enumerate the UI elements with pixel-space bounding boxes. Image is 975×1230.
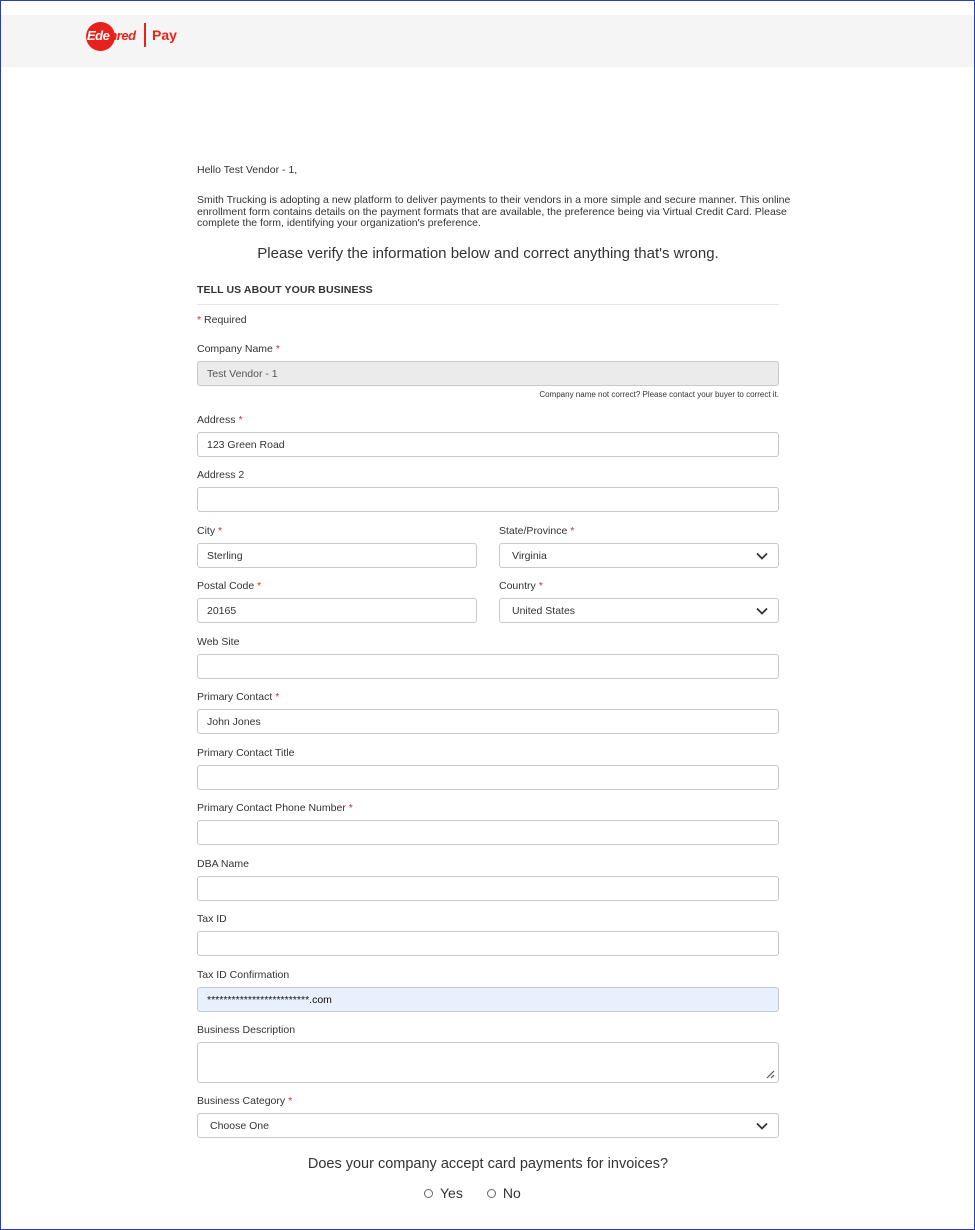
address2-label: Address 2 [197,469,245,481]
greeting-text: Hello Test Vendor - 1, [197,164,298,176]
city-input[interactable]: Sterling [197,543,477,568]
tax-id-confirmation-label: Tax ID Confirmation [197,969,290,981]
address-input[interactable]: 123 Green Road [197,432,779,457]
primary-contact-label: Primary Contact * [197,691,280,703]
primary-contact-title-label: Primary Contact Title [197,747,295,759]
radio-circle-icon [487,1189,496,1198]
address2-input[interactable] [197,487,779,512]
company-name-field: Test Vendor - 1 [197,361,779,386]
company-name-label: Company Name * [197,343,280,355]
business-description-label: Business Description [197,1024,296,1036]
address-label: Address * [197,414,243,426]
intro-text: Smith Trucking is adopting a new platform to deliver payments to their vendors in a more simple and secure manner. This online enrollment form contains details on the payment formats that are available, the preference being via Virtual Credit Card. Please complete the form, identifying your organization's preference. [197,194,791,229]
dba-name-input[interactable] [197,876,779,901]
country-label: Country * [499,580,543,592]
chevron-down-icon [756,1120,768,1132]
chevron-down-icon [756,550,768,562]
logo-product-name: Pay [152,27,177,43]
tax-id-input[interactable] [197,931,779,956]
card-payments-yes-radio[interactable]: Yes [424,1185,463,1201]
primary-contact-phone-input[interactable] [197,820,779,845]
section-divider [197,304,779,305]
country-select[interactable]: United States [499,598,779,623]
radio-circle-icon [424,1189,433,1198]
section-title: TELL US ABOUT YOUR BUSINESS [197,284,373,296]
required-note: * Required [197,314,247,326]
postal-code-input[interactable]: 20165 [197,598,477,623]
business-description-textarea[interactable] [197,1042,779,1083]
primary-contact-title-input[interactable] [197,765,779,790]
card-payments-question: Does your company accept card payments for invoices? [307,1156,669,1172]
logo-wordmark: Edenred [87,28,136,43]
dba-name-label: DBA Name [197,858,249,870]
tax-id-confirmation-input[interactable]: *************************.com [197,987,779,1012]
business-category-label: Business Category * [197,1095,293,1107]
card-payments-options [424,1185,521,1201]
logo-divider [144,23,146,47]
state-select[interactable]: Virginia [499,543,779,568]
verify-heading: Please verify the information below and correct anything that's wrong. [257,245,719,262]
chevron-down-icon [756,605,768,617]
city-label: City * [197,525,223,537]
postal-code-label: Postal Code * [197,580,262,592]
edenred-pay-logo[interactable] [86,22,178,50]
web-site-input[interactable] [197,654,779,679]
primary-contact-phone-label: Primary Contact Phone Number * [197,802,353,814]
primary-contact-input[interactable]: John Jones [197,709,779,734]
web-site-label: Web Site [197,636,240,648]
state-label: State/Province * [499,525,575,537]
tax-id-label: Tax ID [197,913,227,925]
business-category-select[interactable]: Choose One [197,1113,779,1138]
company-name-note: Company name not correct? Please contact your buyer to correct it. [539,390,779,399]
card-payments-no-radio[interactable]: No [487,1185,521,1201]
resize-handle-icon[interactable] [765,1069,775,1079]
